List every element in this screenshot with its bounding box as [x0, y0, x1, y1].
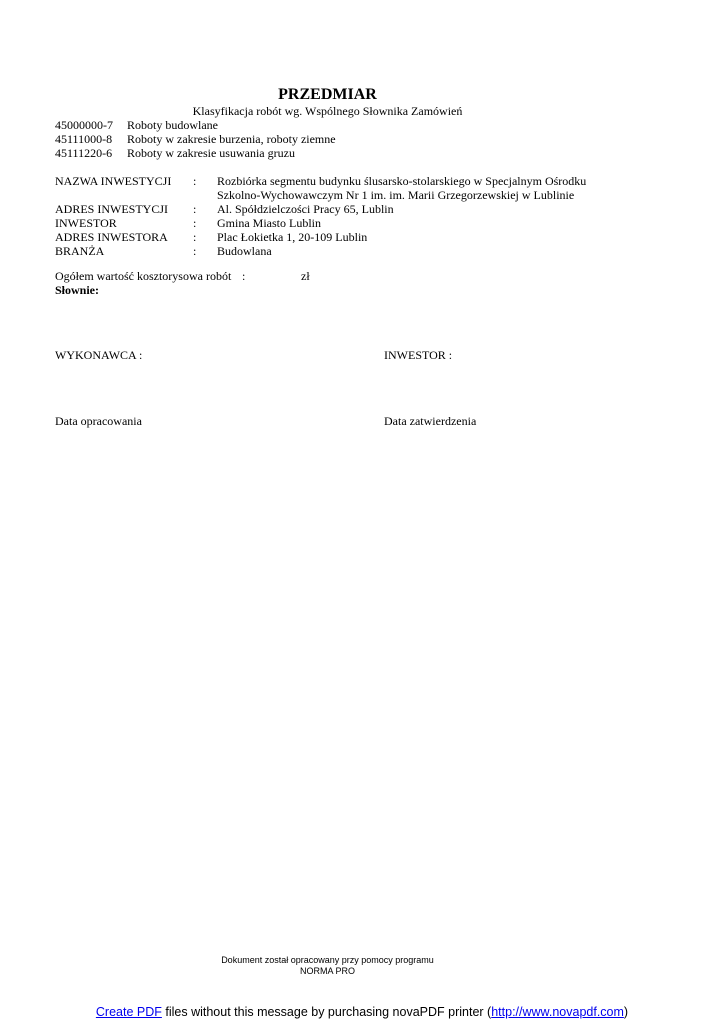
investment-name-value-line2: Szkolno-Wychowawczym Nr 1 im. im. Marii Grzegorzewskiej w Lublinie: [217, 188, 575, 202]
total-value-unit: zł: [301, 269, 310, 283]
total-value-label: Ogółem wartość kosztorysowa robót: [55, 269, 232, 283]
novapdf-banner-close-paren: ): [623, 1005, 629, 1019]
investment-address-colon: :: [193, 202, 197, 216]
software-note-line1: Dokument został opracowany przy pomocy programu: [221, 955, 434, 965]
investment-address-label: ADRES INWESTYCJI: [55, 202, 168, 216]
software-note-line2: NORMA PRO: [299, 966, 355, 976]
novapdf-url-link[interactable]: http://www.novapdf.com: [491, 1005, 624, 1019]
slownie-label: Słownie:: [55, 283, 100, 297]
branch-colon: :: [193, 244, 197, 258]
cpv-description: Roboty budowlane: [127, 118, 218, 132]
approved-date-label: Data zatwierdzenia: [384, 414, 477, 428]
investor-label: INWESTOR: [55, 216, 117, 230]
branch-label: BRANŻA: [55, 244, 105, 258]
total-value-colon: :: [242, 269, 246, 283]
investment-address-value: Al. Spółdzielczości Pracy 65, Lublin: [217, 202, 394, 216]
investor-value: Gmina Miasto Lublin: [217, 216, 321, 230]
cpv-code: 45111220-6: [55, 146, 113, 160]
cpv-description: Roboty w zakresie burzenia, roboty ziemne: [127, 132, 336, 146]
novapdf-banner-text: files without this message by purchasing novaPDF printer (: [161, 1005, 492, 1019]
cpv-code: 45111000-8: [55, 132, 113, 146]
create-pdf-link[interactable]: Create PDF: [95, 1005, 162, 1019]
cpv-description: Roboty w zakresie usuwania gruzu: [127, 146, 295, 160]
classification-subtitle: Klasyfikacja robót wg. Wspólnego Słownika Zamówień: [192, 104, 463, 118]
branch-value: Budowlana: [217, 244, 272, 258]
investment-name-label: NAZWA INWESTYCJI: [55, 174, 172, 188]
investor-address-label: ADRES INWESTORA: [55, 230, 168, 244]
document-title: PRZEDMIAR: [278, 86, 377, 103]
investor-colon: :: [193, 216, 197, 230]
investor-address-value: Plac Łokietka 1, 20-109 Lublin: [217, 230, 368, 244]
contractor-label: WYKONAWCA :: [55, 348, 143, 362]
cpv-code: 45000000-7: [55, 118, 113, 132]
investment-name-value-line1: Rozbiórka segmentu budynku ślusarsko-stolarskiego w Specjalnym Ośrodku: [217, 174, 587, 188]
prepared-date-label: Data opracowania: [55, 414, 142, 428]
investor-signature-label: INWESTOR :: [384, 348, 453, 362]
investment-name-colon: :: [193, 174, 197, 188]
investor-address-colon: :: [193, 230, 197, 244]
novapdf-banner: [0, 1005, 724, 1020]
